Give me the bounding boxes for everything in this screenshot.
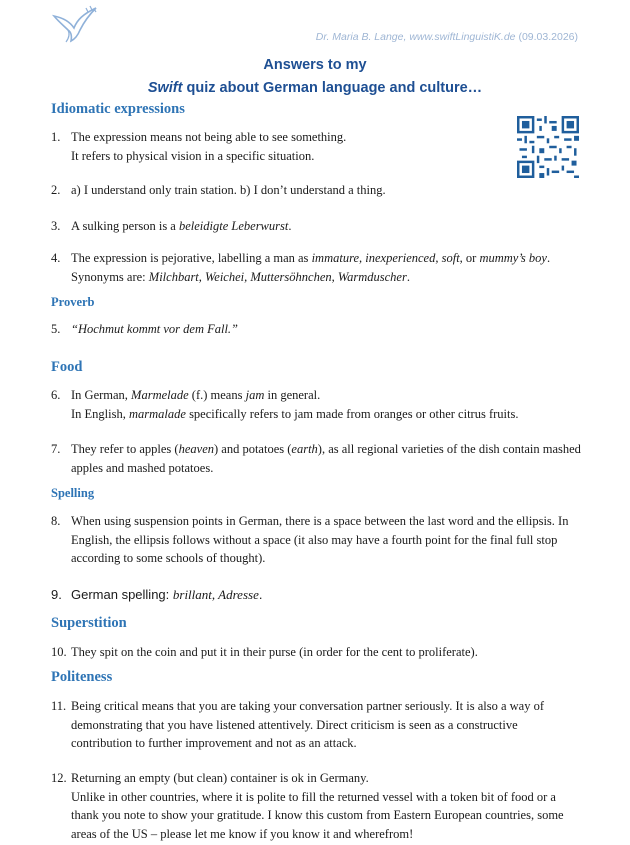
section-heading-spelling: Spelling (51, 486, 95, 500)
answer-7: 7. They refer to apples (heaven) and potatoes (earth), as all regional varieties of the dish contain mashed apples and mashed potatoes. (51, 442, 581, 475)
answer-1: 1. The expression means not being able to see something. It refers to physical vision in a specific situation. (51, 130, 347, 163)
section-heading-politeness: Politeness (51, 669, 113, 685)
answer-3: 3. A sulking person is a beleidigte Leberwurst. (51, 219, 292, 233)
answer-4: 4. The expression is pejorative, labelling a man as immature, inexperienced, soft, or mummy’s boy. Synonyms are: Milchbart, Weichei, Muttersöhnchen, Warmduscher. (51, 251, 551, 284)
page-title: Answers to my (263, 57, 367, 73)
page-subtitle: Swift quiz about German language and culture… (147, 80, 483, 96)
section-heading-superstition: Superstition (51, 615, 127, 631)
answer-8: 8. When using suspension points in German, there is a space between the last word and the ellipsis. In English, the ellipsis follows without a space (it also may have a fourth point for the final full stop according to some schools of thought). (51, 514, 569, 565)
author-name: Dr. Maria B. Lange, www.swiftLinguistiK.de (315, 31, 516, 43)
swift-bird-logo (50, 4, 100, 44)
section-heading-food: Food (51, 359, 83, 375)
answer-2: 2. a) I understand only train station. b) I don’t understand a thing. (51, 183, 386, 197)
answer-11: 11. Being critical means that you are taking your conversation partner seriously. It is also a way of demonstrating that you have listened attentively. Direct criticism is seen as a constructive contribution to further improvement and not as an attack. (51, 699, 545, 750)
answer-10: 10. They spit on the coin and put it in their purse (in order for the cent to proliferate). (51, 645, 478, 659)
author-date: (09.03.2026) (518, 31, 578, 43)
swift-word: Swift (147, 80, 183, 96)
answer-12: 12. Returning an empty (but clean) container is ok in Germany. Unlike in other countries, where it is polite to fill the returned vessel with a token bit of food or a thank you note to show your gratitude. I know this custom from Eastern European countries, some areas of the US – please let me know if you know it and wherefrom! (51, 771, 564, 841)
answer-9: 9. German spelling: brillant, Adresse. (51, 587, 263, 602)
answer-6: 6. In German, Marmelade (f.) means jam in general. In English, marmalade specifically refers to jam made from oranges or other citrus fruits. (51, 388, 519, 421)
section-heading-idiomatic: Idiomatic expressions (51, 101, 185, 117)
section-heading-proverb: Proverb (51, 295, 95, 309)
author-line (316, 31, 578, 43)
answer-5: 5. “Hochmut kommt vor dem Fall.” (51, 322, 238, 336)
